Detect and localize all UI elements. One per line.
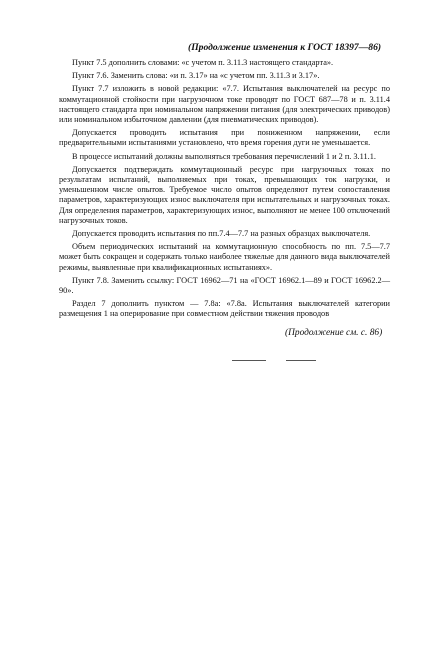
separator-line (232, 360, 266, 361)
document-body (59, 58, 390, 323)
paragraph: Пункт 7.7 изложить в новой редакции: «7.7. Испытания выключателей на ресурс по коммутационной стойкости при нагрузочном токе проводят по ГОСТ 687—78 и п. 3.11.4 настоящего стандарта при номинальном напряжении питания (для электрических приводов) или номинальном избыточном давлении (для пневматических приводов). (59, 84, 390, 125)
paragraph: Раздел 7 дополнить пунктом — 7.8а: «7.8а. Испытания выключателей категории размещения 1 на оперирование при совместном действии тяжения проводов (59, 299, 390, 319)
paragraph: Допускается проводить испытания при пониженном напряжении, если предварительными испытаниями установлено, что время горения дуги не уменьшается. (59, 128, 390, 148)
paragraph: Допускается подтверждать коммутационный ресурс при нагрузочных токах по результатам испытаний, выполняемых при токах, превышающих ток нагрузки, и уменьшенном числе опытов. Требуемое число опытов определяют путем сопоставления параметров, характеризующих износ выключателя при испытательных и нагрузочных токах. Для определения параметров, характеризующих износ, выполняют не менее 100 отключений нагрузочных токов. (59, 164, 390, 225)
paragraph: Допускается проводить испытания по пп.7.4—7.7 на разных образцах выключателя. (72, 229, 371, 239)
paragraph: Объем периодических испытаний на коммутационную способность по пп. 7.5—7.7 может быть сокращен и содержать только наиболее тяжелые для данного вида выключателей режимы, выявленные при квалификационных испытаниях». (59, 242, 390, 272)
paragraph: Пункт 7.6. Заменить слова: «и п. 3.17» на «с учетом пп. 3.11.3 и 3.17». (72, 71, 320, 81)
continuation-note: (Продолжение см. с. 86) (285, 328, 383, 338)
paragraph: Пункт 7.8. Заменить ссылку: ГОСТ 16962—71 на «ГОСТ 16962.1—89 и ГОСТ 16962.2—90». (59, 275, 390, 296)
separator-line (286, 360, 316, 361)
page-header: (Продолжение изменения к ГОСТ 18397—86) (188, 42, 382, 53)
paragraph: В процессе испытаний должны выполняться требования перечислений 1 и 2 п. 3.11.1. (72, 151, 376, 161)
paragraph: Пункт 7.5 дополнить словами: «с учетом п. 3.11.3 настоящего стандарта». (72, 58, 334, 67)
